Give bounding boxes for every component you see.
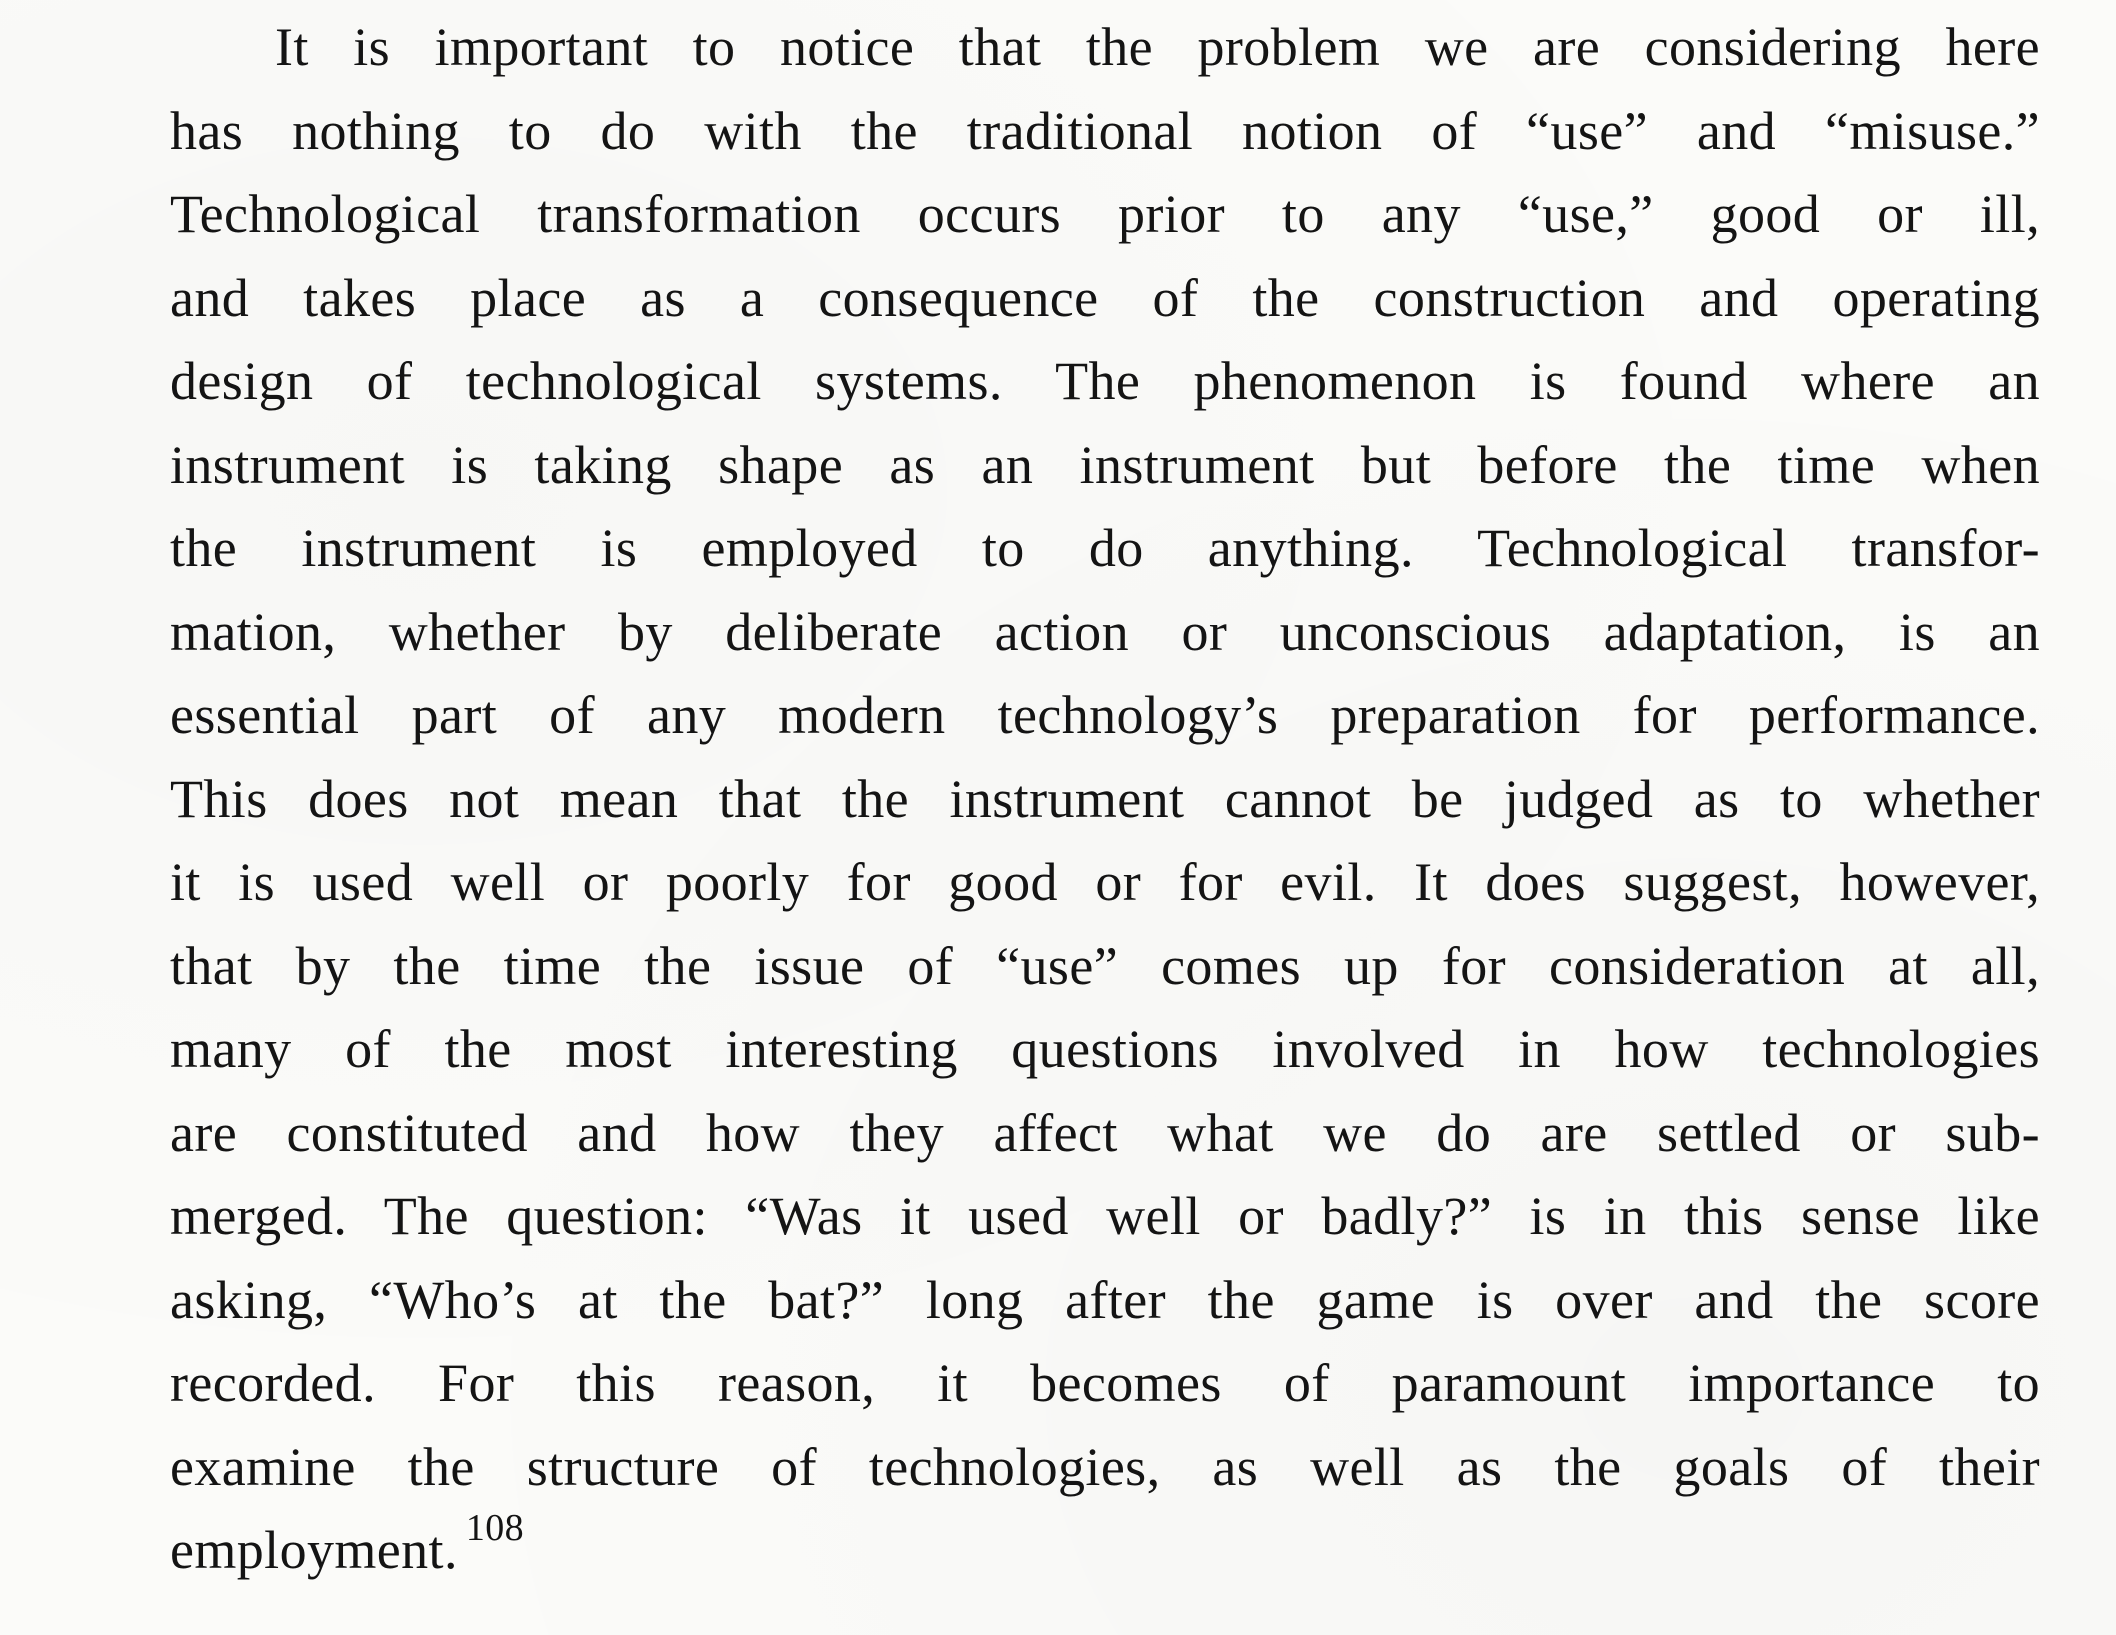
paragraph-line-8: mation, whether by deliberate action or unconscious adaptation, is an xyxy=(170,601,2040,662)
paragraph-line-17: recorded. For this reason, it becomes of paramount importance to xyxy=(170,1353,2040,1413)
paragraph-line-2: has nothing to do with the traditional notion of “use” and “misuse.” xyxy=(170,100,2040,161)
paragraph-line-15: merged. The question: “Was it used well or badly?” is in this sense like xyxy=(170,1186,2040,1246)
paragraph-line-18: examine the structure of technologies, as well as the goals of their xyxy=(170,1436,2040,1497)
paragraph-last-words: employment. xyxy=(170,1520,458,1580)
paragraph-line-9: essential part of any modern technology’s preparation for performance. xyxy=(170,685,2040,745)
paragraph-line-6: instrument is taking shape as an instrument but before the time when xyxy=(170,434,2040,495)
paragraph-line-3: Technological transformation occurs prior to any “use,” good or ill, xyxy=(170,184,2040,244)
paragraph-line-19 xyxy=(170,1509,2040,1593)
body-paragraph xyxy=(170,6,2040,1593)
paragraph-line-12: that by the time the issue of “use” comes up for consideration at all, xyxy=(170,935,2040,996)
paragraph-line-11: it is used well or poorly for good or for evil. It does suggest, however, xyxy=(170,852,2040,912)
paragraph-line-4: and takes place as a consequence of the construction and operating xyxy=(170,267,2040,328)
paragraph-line-10: This does not mean that the instrument cannot be judged as to whether xyxy=(170,768,2040,829)
paragraph-line-1: It is important to notice that the problem we are considering here xyxy=(275,17,2040,77)
paragraph-line-14: are constituted and how they affect what we do are settled or sub- xyxy=(170,1102,2040,1163)
paragraph-line-5: design of technological systems. The phenomenon is found where an xyxy=(170,351,2040,411)
footnote-marker[interactable]: 108 xyxy=(465,1507,525,1549)
paragraph-line-7: the instrument is employed to do anything. Technological transfor- xyxy=(170,518,2040,578)
paragraph-line-16: asking, “Who’s at the bat?” long after the game is over and the score xyxy=(170,1269,2040,1330)
paragraph-line-13: many of the most interesting questions involved in how technologies xyxy=(170,1019,2040,1079)
